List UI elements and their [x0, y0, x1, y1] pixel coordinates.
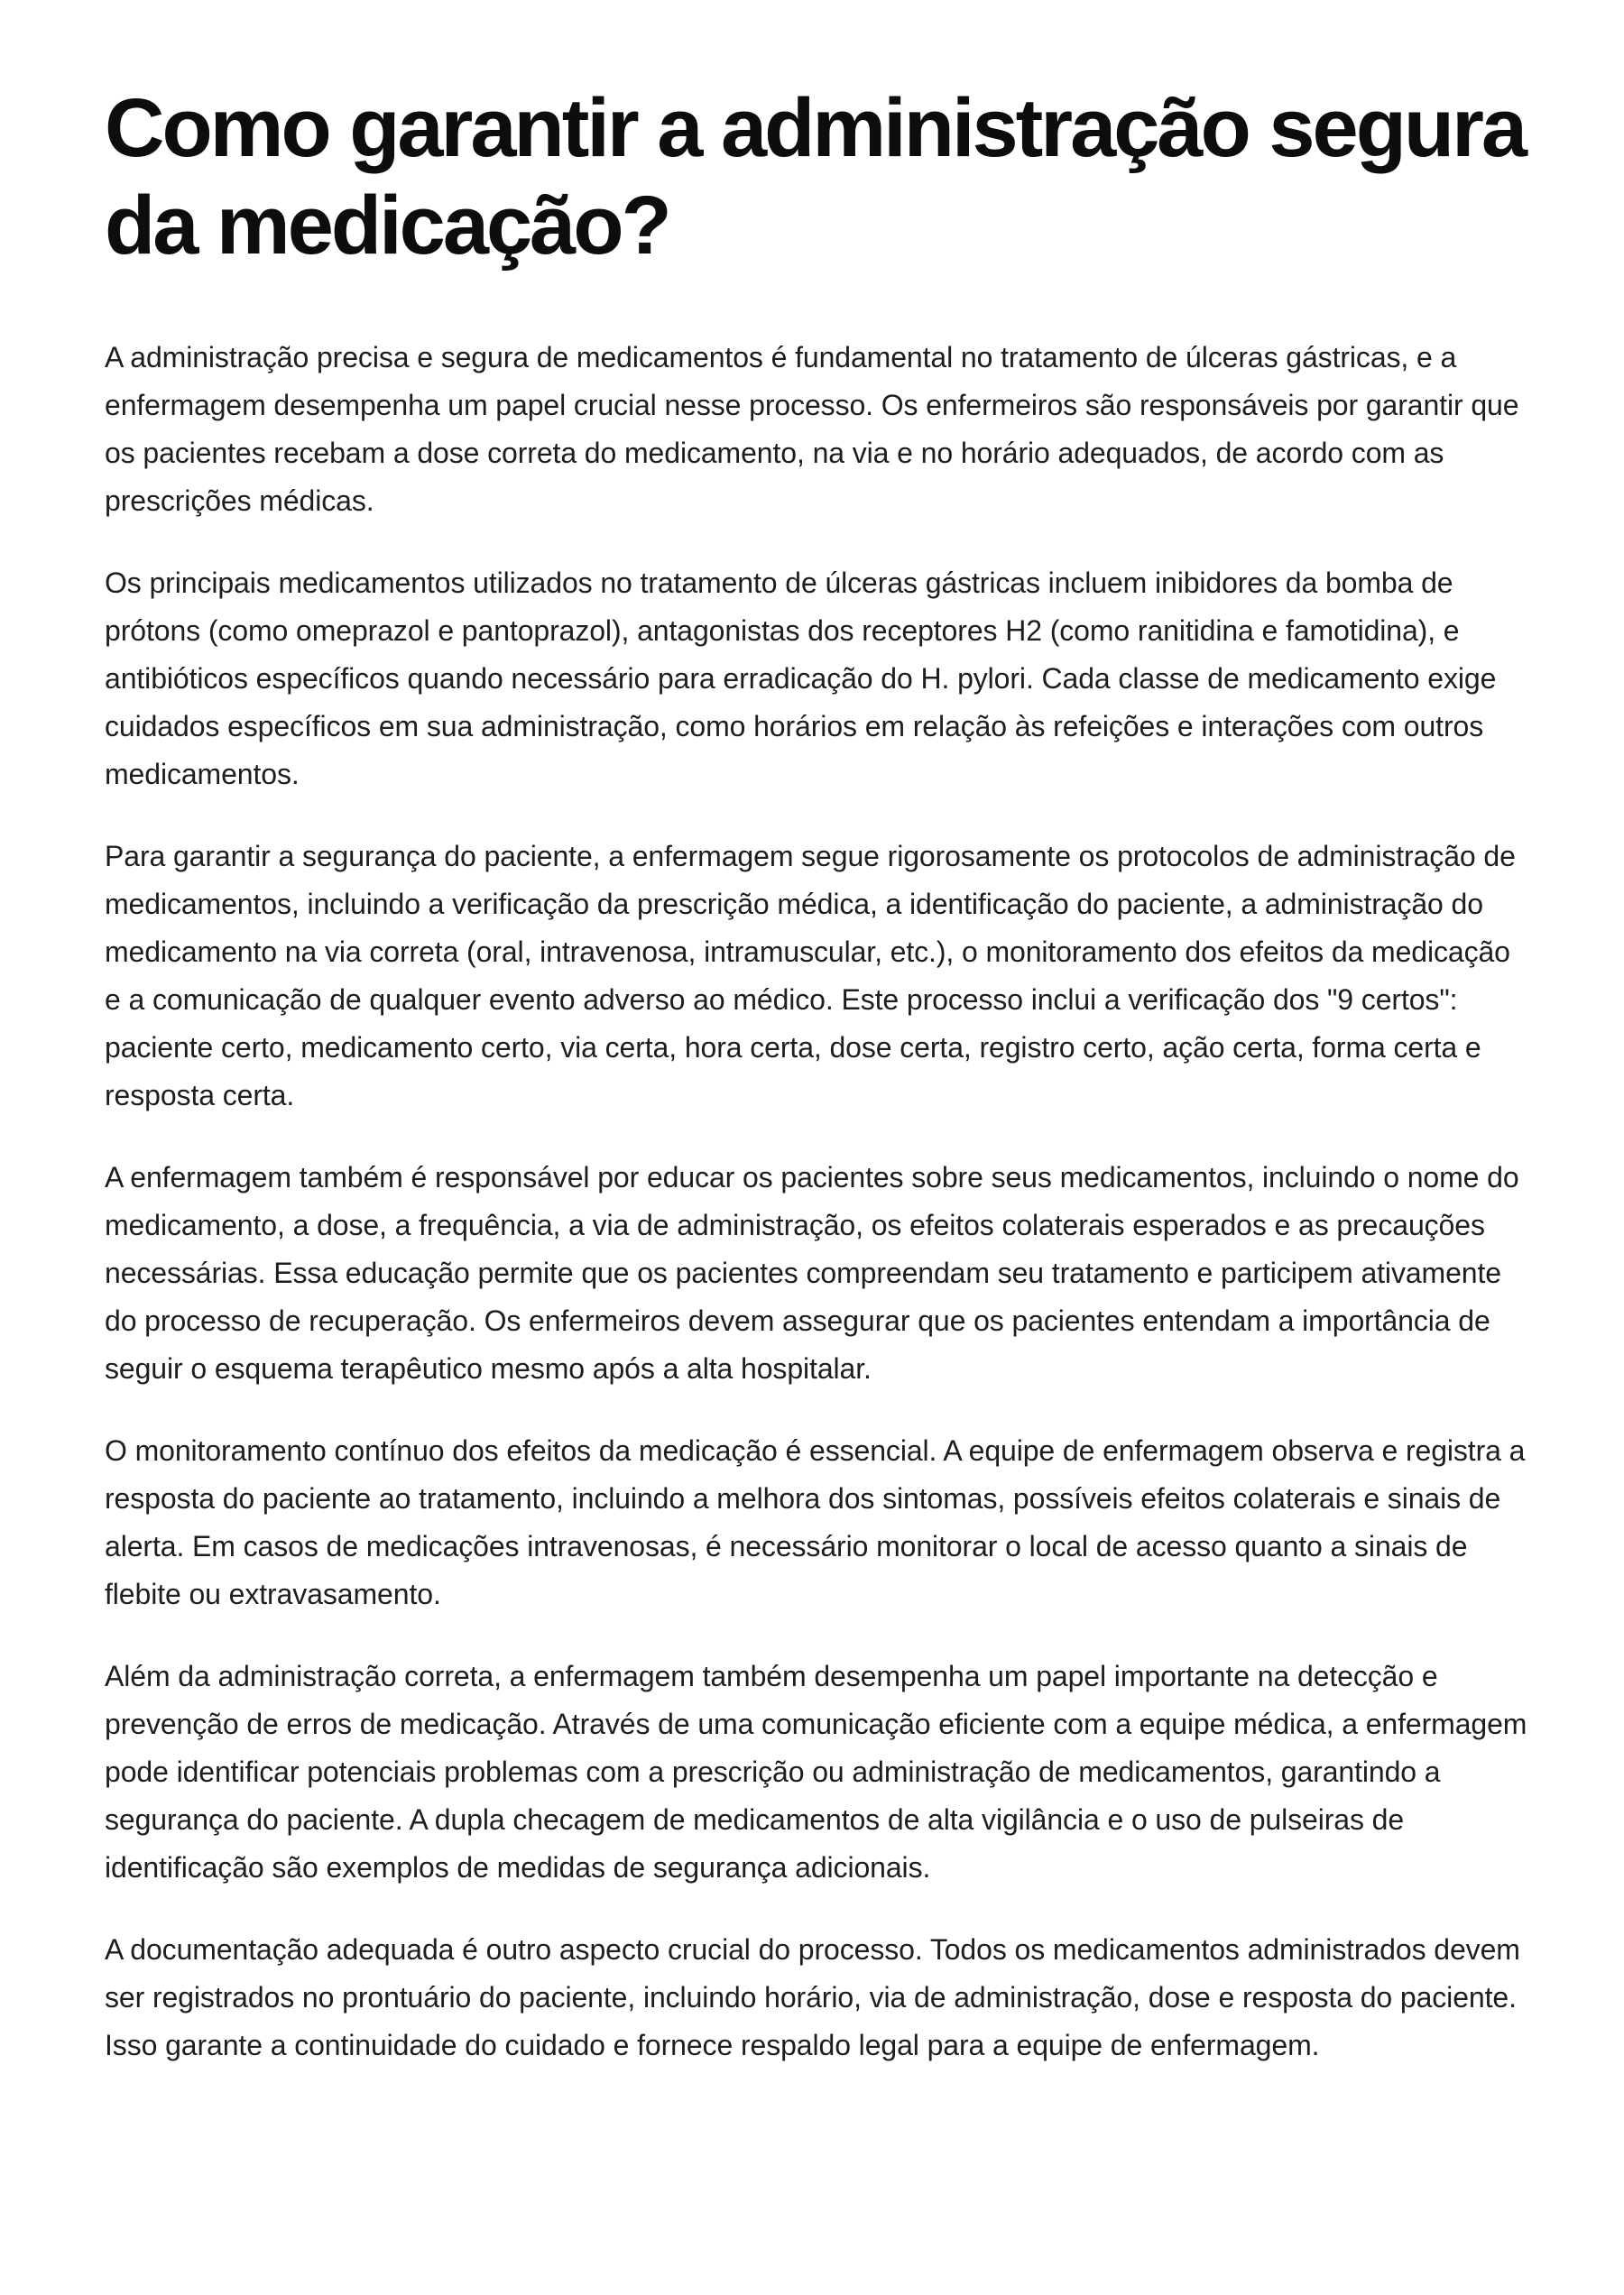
paragraph-1: A administração precisa e segura de medicamentos é fundamental no tratamento de úlceras gástricas, e a enfermagem desempenha um papel crucial nesse processo. Os enfermeiros são responsáveis por garantir que os pacientes recebam a dose correta do medicamento, na via e no horário adequados, de acordo com as prescrições médicas. — [105, 341, 1519, 517]
paragraph-7: A documentação adequada é outro aspecto crucial do processo. Todos os medicamentos administrados devem ser registrados no prontuário do paciente, incluindo horário, via de administração, dose e resposta do paciente. Isso garante a continuidade do cuidado e fornece respaldo legal para a equipe de enfermagem. — [105, 1933, 1520, 2061]
paragraph-2: Os principais medicamentos utilizados no tratamento de úlceras gástricas incluem inibidores da bomba de prótons (como omeprazol e pantoprazol), antagonistas dos receptores H2 (como ranitidina e famotidina), e antibióticos específicos quando necessário para erradicação do H. pylori. Cada classe de medicamento exige cuidados específicos em sua administração, como horários em relação às refeições e interações com outros medicamentos. — [105, 567, 1497, 790]
paragraph-4: A enfermagem também é responsável por educar os pacientes sobre seus medicamentos, incluindo o nome do medicamento, a dose, a frequência, a via de administração, os efeitos colaterais esperados e as precauções necessárias. Essa educação permite que os pacientes compreendam seu tratamento e participem ativamente do processo de recuperação. Os enfermeiros devem assegurar que os pacientes entendam a importância de seguir o esquema terapêutico mesmo após a alta hospitalar. — [105, 1161, 1519, 1385]
paragraph-6: Além da administração correta, a enfermagem também desempenha um papel importante na detecção e prevenção de erros de medicação. Através de uma comunicação eficiente com a equipe médica, a enfermagem pode identificar potenciais problemas com a prescrição ou administração de medicamentos, garantindo a segurança do paciente. A dupla checagem de medicamentos de alta vigilância e o uso de pulseiras de identificação são exemplos de medidas de segurança adicionais. — [105, 1660, 1527, 1884]
paragraph-5: O monitoramento contínuo dos efeitos da medicação é essencial. A equipe de enfermagem observa e registra a resposta do paciente ao tratamento, incluindo a melhora dos sintomas, possíveis efeitos colaterais e sinais de alerta. Em casos de medicações intravenosas, é necessário monitorar o local de acesso quanto a sinais de flebite ou extravasamento. — [105, 1434, 1526, 1610]
page-title: Como garantir a administração segura da medicação? — [105, 82, 1526, 272]
document-page — [105, 79, 1530, 2104]
paragraph-3: Para garantir a segurança do paciente, a enfermagem segue rigorosamente os protocolos de administração de medicamentos, incluindo a verificação da prescrição médica, a identificação do paciente, a administração do medicamento na via correta (oral, intravenosa, intramuscular, etc.), o monitoramento dos efeitos da medicação e a comunicação de qualquer evento adverso ao médico. Este processo inclui a verificação dos "9 certos": paciente certo, medicamento certo, via certa, hora certa, dose certa, registro certo, ação certa, forma certa e resposta certa. — [105, 840, 1516, 1111]
